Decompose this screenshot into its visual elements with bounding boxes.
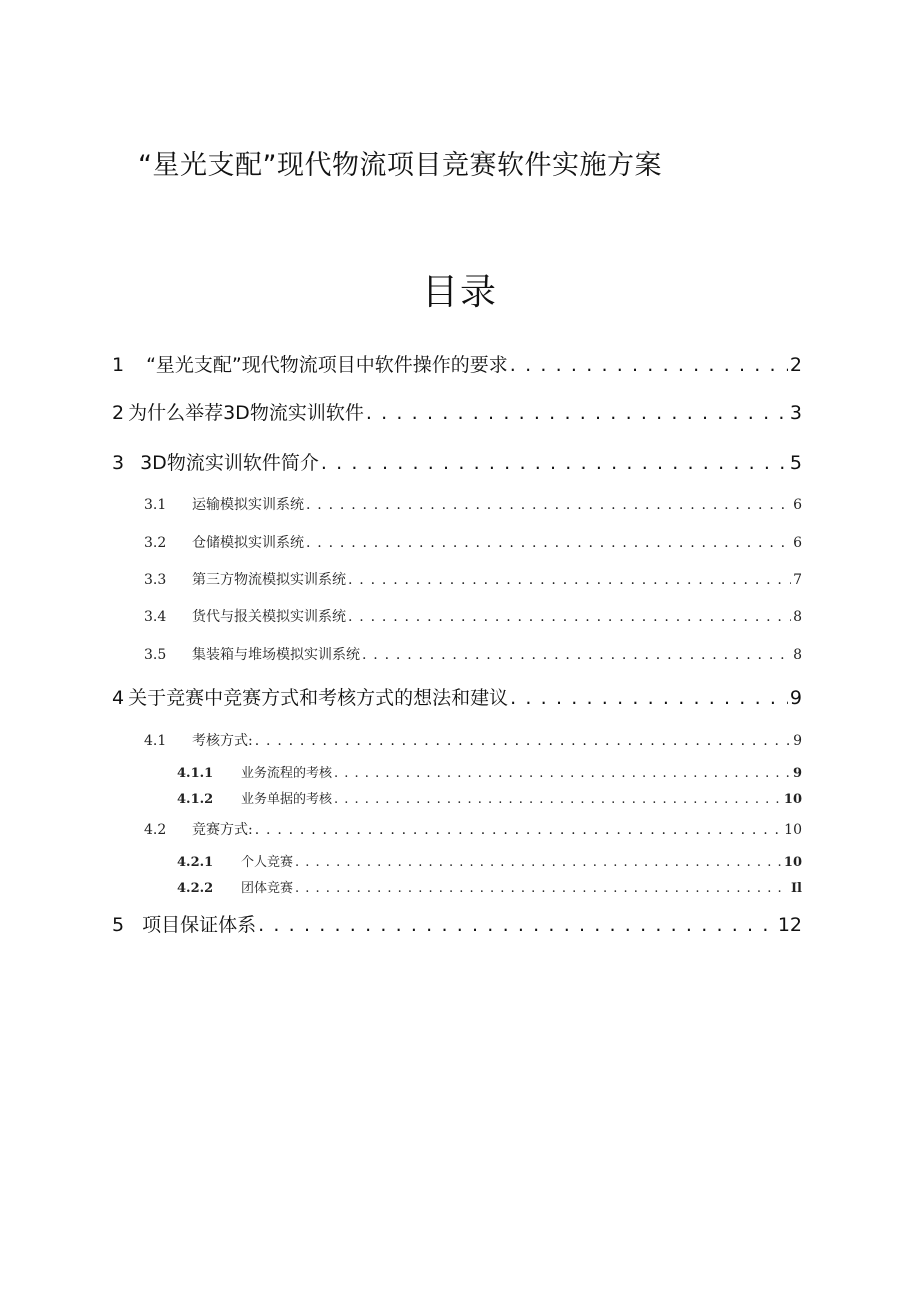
toc-entry-page: 12 bbox=[777, 914, 802, 936]
toc-entry-page: Il bbox=[790, 881, 802, 896]
toc-dot-leader bbox=[366, 402, 788, 424]
toc-entry-number: 2 bbox=[112, 402, 125, 424]
toc-dot-leader bbox=[258, 914, 776, 936]
toc-entry-page: 9 bbox=[792, 766, 802, 781]
toc-entry-3-3[interactable] bbox=[144, 569, 802, 589]
toc-entry-4-2[interactable] bbox=[144, 819, 802, 839]
toc-entry-2[interactable] bbox=[112, 398, 802, 425]
toc-entry-4-1-1[interactable] bbox=[177, 762, 802, 781]
toc-dot-leader bbox=[362, 647, 791, 663]
toc-entry-4-2-2[interactable] bbox=[177, 877, 802, 896]
toc-dot-leader bbox=[348, 609, 791, 625]
toc-dot-leader bbox=[334, 792, 782, 807]
toc-entry-text: 集装箱与堆场模拟实训系统 bbox=[192, 647, 360, 663]
toc-entry-text: 考核方式: bbox=[192, 733, 253, 749]
toc-entry-page: 10 bbox=[783, 855, 802, 870]
toc-entry-text: 竞赛方式: bbox=[192, 822, 253, 838]
toc-entry-text: 3D物流实训软件简介 bbox=[140, 452, 319, 474]
toc-dot-leader bbox=[306, 497, 791, 513]
toc-dot-leader bbox=[295, 855, 782, 870]
toc-dot-leader bbox=[321, 452, 788, 474]
toc-entry-number: 3.4 bbox=[144, 609, 167, 625]
toc-entry-text: 仓储模拟实训系统 bbox=[192, 535, 304, 551]
toc-entry-text: “星光支配”现代物流项目中软件操作的要求 bbox=[146, 354, 508, 376]
toc-entry-3[interactable] bbox=[112, 448, 802, 475]
toc-entry-page: 5 bbox=[789, 452, 802, 474]
toc-entry-number: 3.2 bbox=[144, 535, 167, 551]
toc-entry-page: 9 bbox=[793, 733, 802, 749]
toc-entry-4[interactable] bbox=[112, 683, 802, 710]
toc-entry-text: 个人竞赛 bbox=[241, 855, 294, 870]
toc-entry-number: 4.2.1 bbox=[177, 855, 214, 870]
toc-entry-4-1[interactable] bbox=[144, 730, 802, 750]
toc-dot-leader bbox=[510, 687, 788, 709]
toc-entry-number: 3.1 bbox=[144, 497, 167, 513]
toc-entry-text: 第三方物流模拟实训系统 bbox=[192, 572, 346, 588]
toc-entry-page: 7 bbox=[793, 572, 802, 588]
toc-entry-page: 6 bbox=[793, 497, 802, 513]
toc-dot-leader bbox=[255, 733, 791, 749]
toc-entry-text: 业务单据的考核 bbox=[241, 792, 333, 807]
toc-entry-number: 4.2.2 bbox=[177, 881, 214, 896]
toc-entry-number: 1 bbox=[112, 354, 125, 376]
toc-entry-4-1-2[interactable] bbox=[177, 788, 802, 807]
toc-entry-5[interactable] bbox=[112, 910, 802, 937]
toc-entry-number: 3.5 bbox=[144, 647, 167, 663]
toc-entry-text: 货代与报关模拟实训系统 bbox=[192, 609, 346, 625]
toc-entry-page: 8 bbox=[793, 609, 802, 625]
toc-entry-page: 9 bbox=[789, 687, 802, 709]
toc-entry-number: 4 bbox=[112, 687, 125, 709]
toc-dot-leader bbox=[306, 535, 791, 551]
toc-entry-3-4[interactable] bbox=[144, 606, 802, 626]
toc-entry-number: 4.1 bbox=[144, 733, 167, 749]
toc-entry-3-1[interactable] bbox=[144, 494, 802, 514]
toc-entry-text: 团体竞赛 bbox=[241, 881, 294, 896]
toc-entry-text: 为什么举荐3D物流实训软件 bbox=[128, 402, 364, 424]
toc-entry-number: 4.2 bbox=[144, 822, 167, 838]
toc-entry-1[interactable] bbox=[112, 350, 802, 377]
toc-entry-text: 项目保证体系 bbox=[142, 914, 257, 936]
toc-entry-number: 4.1.2 bbox=[177, 792, 214, 807]
toc-entry-page: 10 bbox=[783, 792, 802, 807]
toc-entry-page: 6 bbox=[793, 535, 802, 551]
toc-dot-leader bbox=[510, 354, 788, 376]
toc-entry-4-2-1[interactable] bbox=[177, 851, 802, 870]
toc-entry-page: 2 bbox=[789, 354, 802, 376]
toc-dot-leader bbox=[295, 881, 789, 896]
toc-entry-number: 4.1.1 bbox=[177, 766, 214, 781]
toc-entry-text: 运输模拟实训系统 bbox=[192, 497, 304, 513]
toc-entry-page: 8 bbox=[793, 647, 802, 663]
toc-dot-leader bbox=[334, 766, 791, 781]
toc-entry-text: 关于竞赛中竞赛方式和考核方式的想法和建议 bbox=[128, 687, 509, 709]
toc-entry-page: 3 bbox=[789, 402, 802, 424]
toc-entry-text: 业务流程的考核 bbox=[241, 766, 333, 781]
toc-dot-leader bbox=[255, 822, 782, 838]
toc-entry-number: 5 bbox=[112, 914, 125, 936]
toc-entry-3-5[interactable] bbox=[144, 644, 802, 664]
toc-entry-page: 10 bbox=[784, 822, 802, 838]
toc-entry-3-2[interactable] bbox=[144, 532, 802, 552]
toc-heading: 目录 bbox=[421, 272, 498, 313]
document-title: “星光支配”现代物流项目竞赛软件实施方案 bbox=[138, 150, 662, 181]
toc-entry-number: 3.3 bbox=[144, 572, 167, 588]
toc-dot-leader bbox=[348, 572, 791, 588]
toc-entry-number: 3 bbox=[112, 452, 125, 474]
